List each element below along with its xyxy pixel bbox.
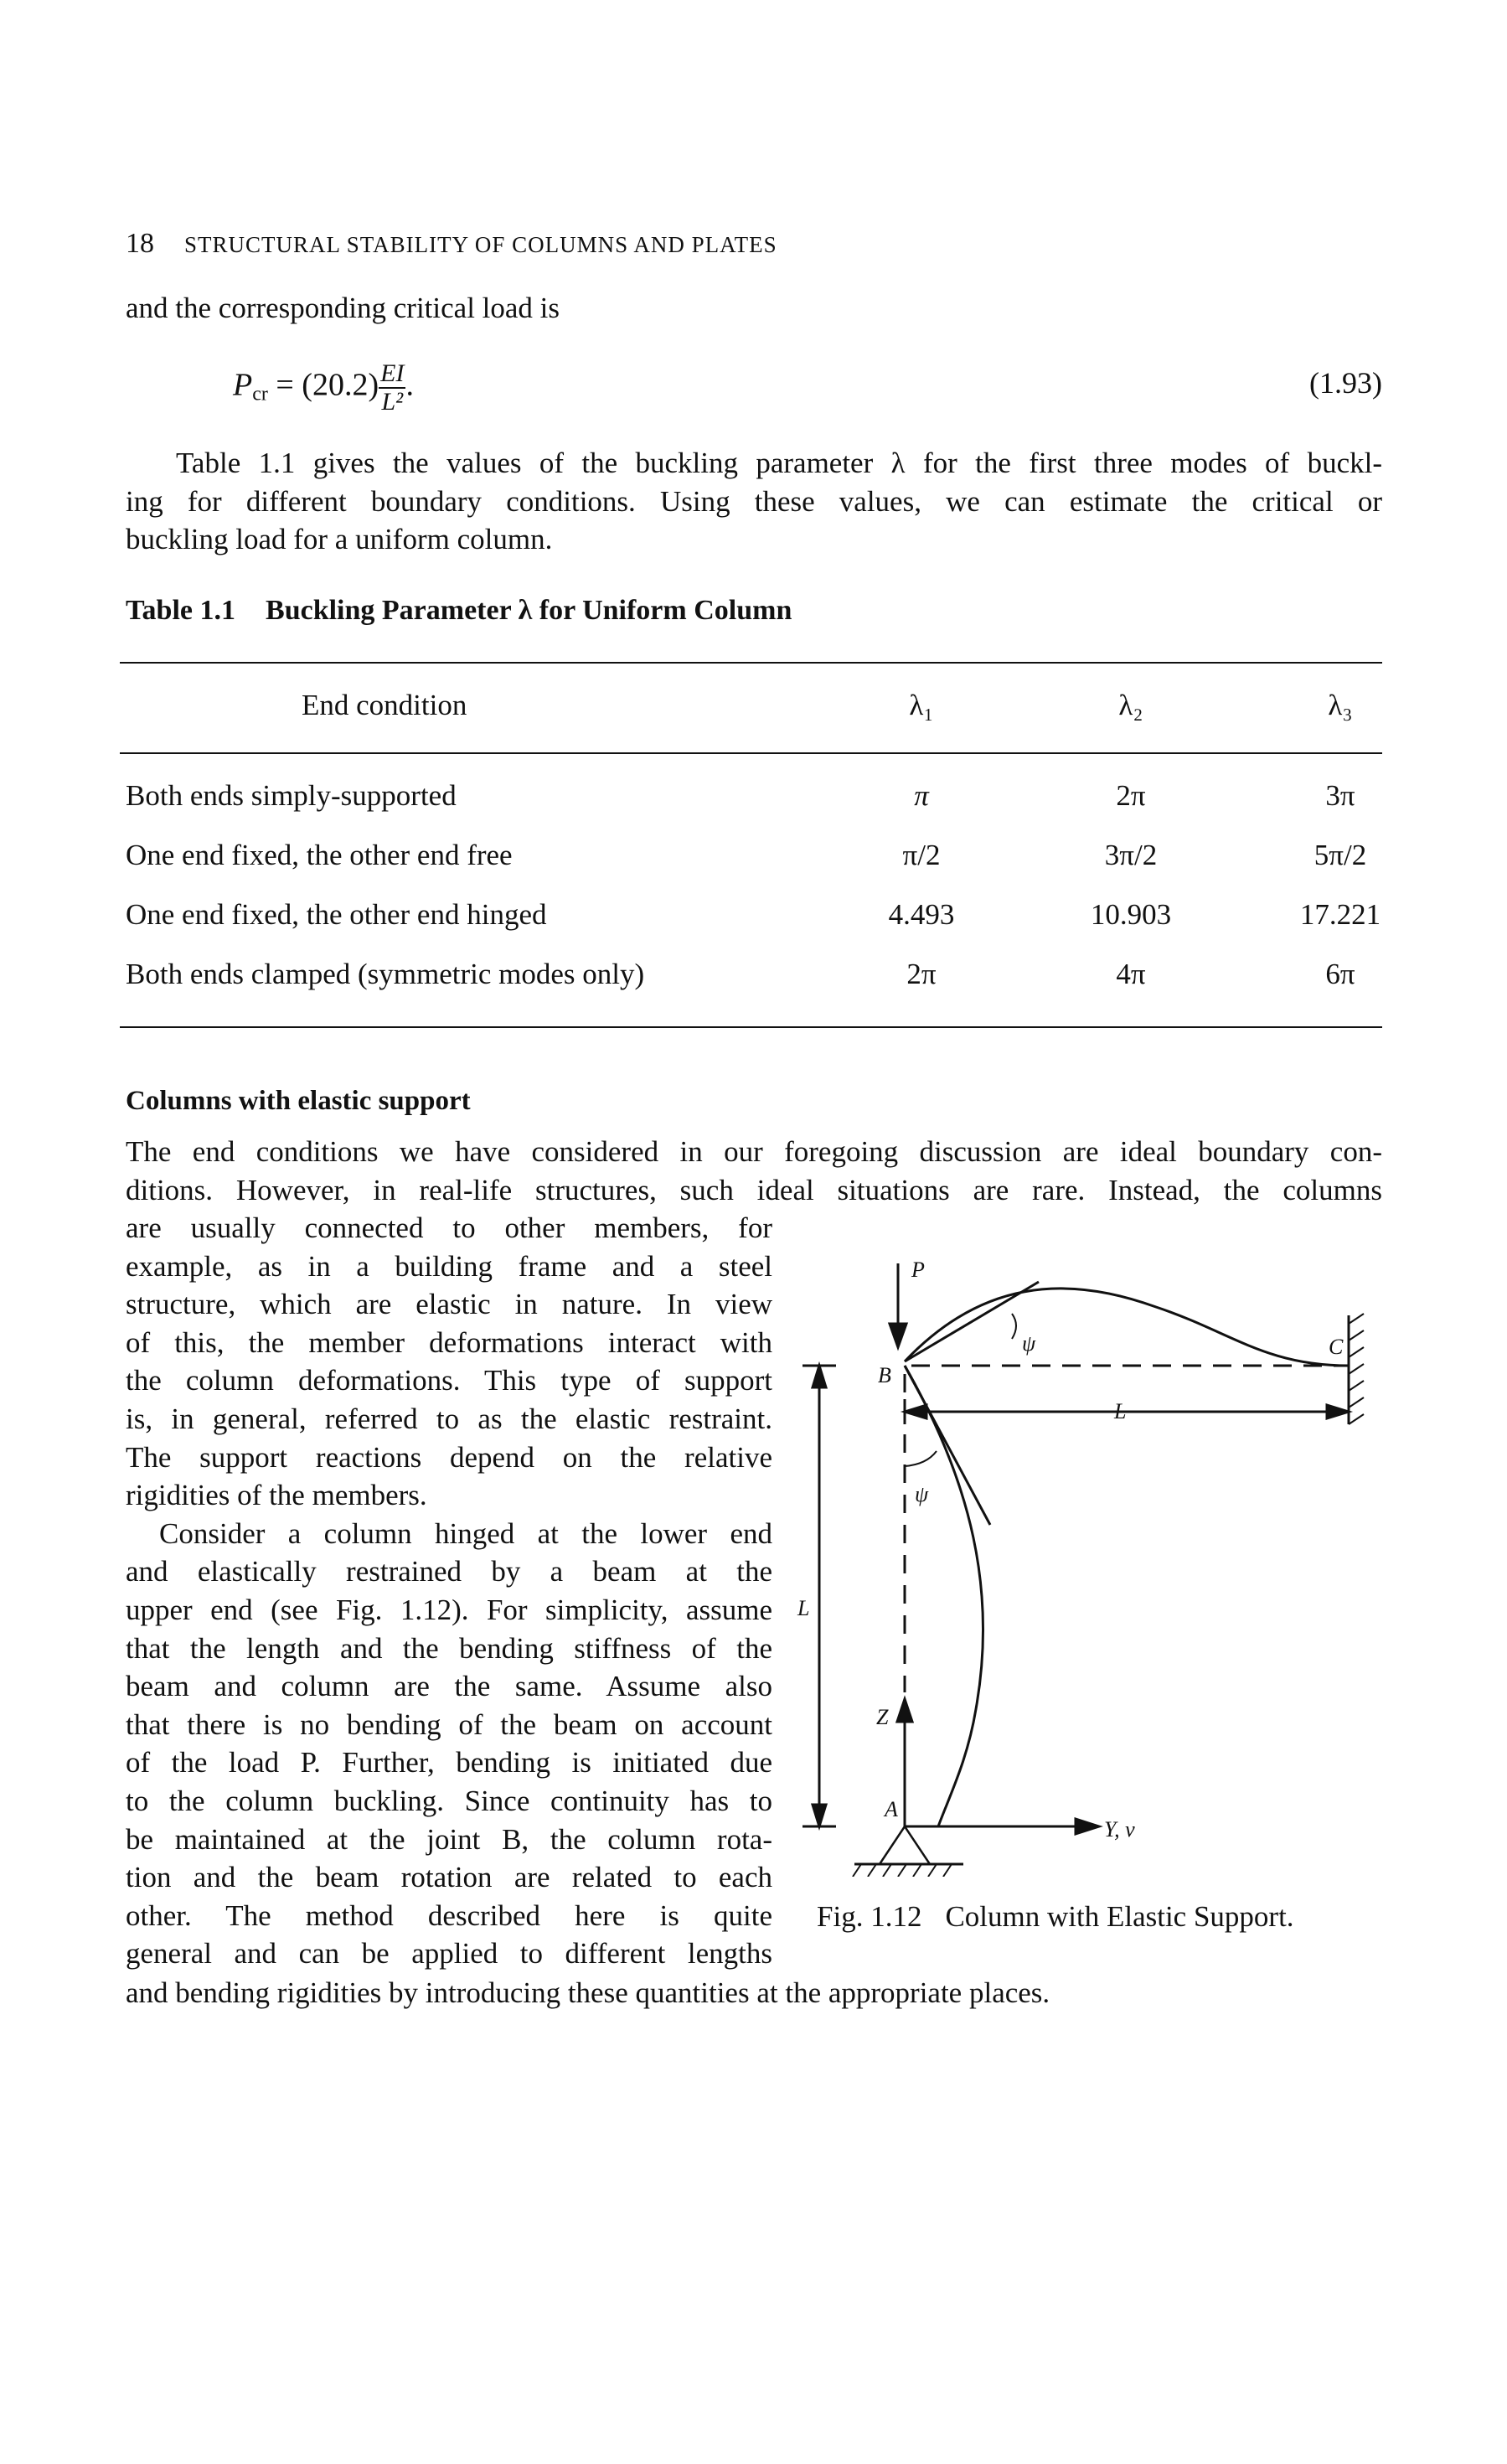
paragraph-line: beam and column are the same. Assume also <box>126 1670 772 1703</box>
table-bottom-rule <box>120 1026 1382 1028</box>
beam-deflected-curve <box>905 1289 1349 1366</box>
paragraph-line: and bending rigidities by introducing these quantities at the appropriate places. <box>126 1976 1050 2009</box>
running-title: STRUCTURAL STABILITY OF COLUMNS AND PLATES <box>184 232 777 257</box>
table-cell-lambda1: 4.493 <box>888 898 955 931</box>
paragraph-line: Table 1.1 gives the values of the buckling parameter λ for the first three modes of buckl- <box>176 447 1382 479</box>
label-L-column: L <box>797 1596 810 1620</box>
label-psi-top: ψ <box>1022 1331 1036 1356</box>
table-cell-lambda1: 2π <box>906 958 937 990</box>
section-paragraph-last <box>126 1974 1382 2012</box>
section-title: Columns with elastic support <box>126 1086 471 1116</box>
label-Z: Z <box>876 1705 889 1729</box>
figure-number: Fig. 1.12 <box>817 1900 922 1933</box>
table-cell-lambda2: 4π <box>1116 958 1146 990</box>
label-B: B <box>878 1363 891 1387</box>
section-paragraph-full <box>126 1133 1382 1209</box>
paragraph-line: and elastically restrained by a beam at the <box>126 1555 772 1588</box>
paragraph-line: of this, the member deformations interact with <box>126 1325 772 1359</box>
eq-fraction <box>379 360 405 416</box>
label-L-beam: L <box>1114 1399 1127 1423</box>
eq-rhs-prefix: = (20.2) <box>267 367 379 403</box>
paragraph-line: example, as in a building frame and a steel <box>126 1249 772 1283</box>
section-paragraph-narrow <box>126 1209 772 1973</box>
paragraph-line: structure, which are elastic in nature. In view <box>126 1288 772 1321</box>
table-header-lambda1: λ₁ <box>909 689 934 721</box>
paragraph-line: buckling load for a uniform column. <box>126 523 553 556</box>
table-header-lambda2: λ₂ <box>1118 689 1143 721</box>
table-cell-end-condition: One end fixed, the other end hinged <box>126 898 547 931</box>
figure-column-elastic-support <box>796 1240 1382 1877</box>
psi-arc-top <box>1012 1314 1016 1339</box>
paragraph-line: tion and the beam rotation are related to each <box>126 1861 772 1894</box>
paragraph-table-intro <box>126 444 1382 559</box>
paragraph-line: that there is no bending of the beam on account <box>126 1707 772 1741</box>
table-header-lambda3: λ₃ <box>1328 689 1353 721</box>
paragraph-line: upper end (see Fig. 1.12). For simplicity, assume <box>126 1593 772 1626</box>
paragraph-line: are usually connected to other members, for <box>126 1211 772 1244</box>
paragraph-line: ing for different boundary conditions. Using these values, we can estimate the critical or <box>126 484 1382 518</box>
page-number: 18 <box>126 228 154 259</box>
paragraph-line: general and can be applied to different lengths <box>126 1937 772 1971</box>
beam-dim-arrow-left <box>905 1405 926 1418</box>
table-label: Table 1.1 <box>126 595 236 626</box>
table-cell-lambda2: 10.903 <box>1090 898 1172 931</box>
beam-dim-arrow-right <box>1327 1405 1349 1418</box>
z-axis-arrow <box>897 1699 912 1722</box>
table-cell-end-condition: Both ends clamped (symmetric modes only) <box>126 958 645 990</box>
paragraph-line: The support reactions depend on the relative <box>126 1440 772 1474</box>
table-header-rule <box>120 752 1382 754</box>
paragraph-line: be maintained at the joint B, the column rota- <box>126 1822 772 1856</box>
table-caption: Buckling Parameter λ for Uniform Column <box>266 595 792 626</box>
running-head <box>126 228 777 260</box>
paragraph-line: The end conditions we have considered in our foregoing discussion are ideal boundary con- <box>126 1135 1382 1168</box>
paragraph-line: ditions. However, in real-life structures, such ideal situations are rare. Instead, the columns <box>126 1173 1382 1206</box>
table-cell-lambda2: 2π <box>1116 779 1146 812</box>
figure-caption-text: Column with Elastic Support. <box>945 1900 1294 1933</box>
eq-numerator: EI <box>380 359 405 387</box>
eq-denominator: L² <box>381 388 404 416</box>
table-title <box>126 595 792 627</box>
figure-caption <box>817 1900 1294 1934</box>
wall-hatching <box>1349 1314 1364 1424</box>
table-cell-end-condition: One end fixed, the other end free <box>126 839 513 871</box>
table-top-rule <box>120 662 1382 664</box>
intro-text: and the corresponding critical load is <box>126 292 560 324</box>
paragraph-line: is, in general, referred to as the elastic restraint. <box>126 1402 772 1435</box>
equation-body <box>233 360 414 416</box>
equation-number: (1.93) <box>1309 366 1382 400</box>
label-C: C <box>1329 1335 1344 1359</box>
paragraph-line: that the length and the bending stiffness of the <box>126 1631 772 1665</box>
paragraph-line: other. The method described here is quite <box>126 1898 772 1932</box>
table-cell-lambda3: 3π <box>1325 779 1355 812</box>
label-P: P <box>911 1258 925 1282</box>
equation-1-93 <box>233 352 1382 427</box>
label-A: A <box>885 1797 898 1821</box>
column-deflected-curve <box>905 1366 983 1826</box>
label-Yv: Y, v <box>1104 1817 1135 1842</box>
paragraph-line: rigidities of the members. <box>126 1479 427 1512</box>
table-cell-lambda1: π/2 <box>902 839 941 871</box>
table-cell-lambda3: 5π/2 <box>1313 839 1367 871</box>
table-cell-lambda2: 3π/2 <box>1104 839 1158 871</box>
paragraph-line: to the column buckling. Since continuity has to <box>126 1784 772 1817</box>
eq-suffix: . <box>405 367 414 403</box>
ground-hatching <box>853 1864 952 1877</box>
psi-arc-column <box>905 1451 937 1466</box>
table-header-end-condition: End condition <box>302 689 467 721</box>
paragraph-line: of the load P. Further, bending is initiated due <box>126 1746 772 1780</box>
column-dim-arrow-bottom <box>813 1805 826 1826</box>
column-dim-arrow-top <box>813 1366 826 1387</box>
eq-lhs-subscript: cr <box>252 383 268 406</box>
table-cell-lambda3: 6π <box>1325 958 1355 990</box>
load-arrow-head <box>890 1324 906 1347</box>
label-psi-column: ψ <box>915 1482 929 1506</box>
table-cell-end-condition: Both ends simply-supported <box>126 779 457 812</box>
eq-lhs-symbol: P <box>233 367 253 403</box>
paragraph-line: Consider a column hinged at the lower end <box>159 1516 772 1550</box>
table-cell-lambda3: 17.221 <box>1299 898 1381 931</box>
hinge-support <box>880 1826 930 1864</box>
paragraph-line: the column deformations. This type of support <box>126 1364 772 1397</box>
table-cell-lambda1: π <box>914 779 929 812</box>
beam-tangent-line <box>905 1282 1039 1361</box>
y-axis-arrow <box>1076 1819 1099 1834</box>
